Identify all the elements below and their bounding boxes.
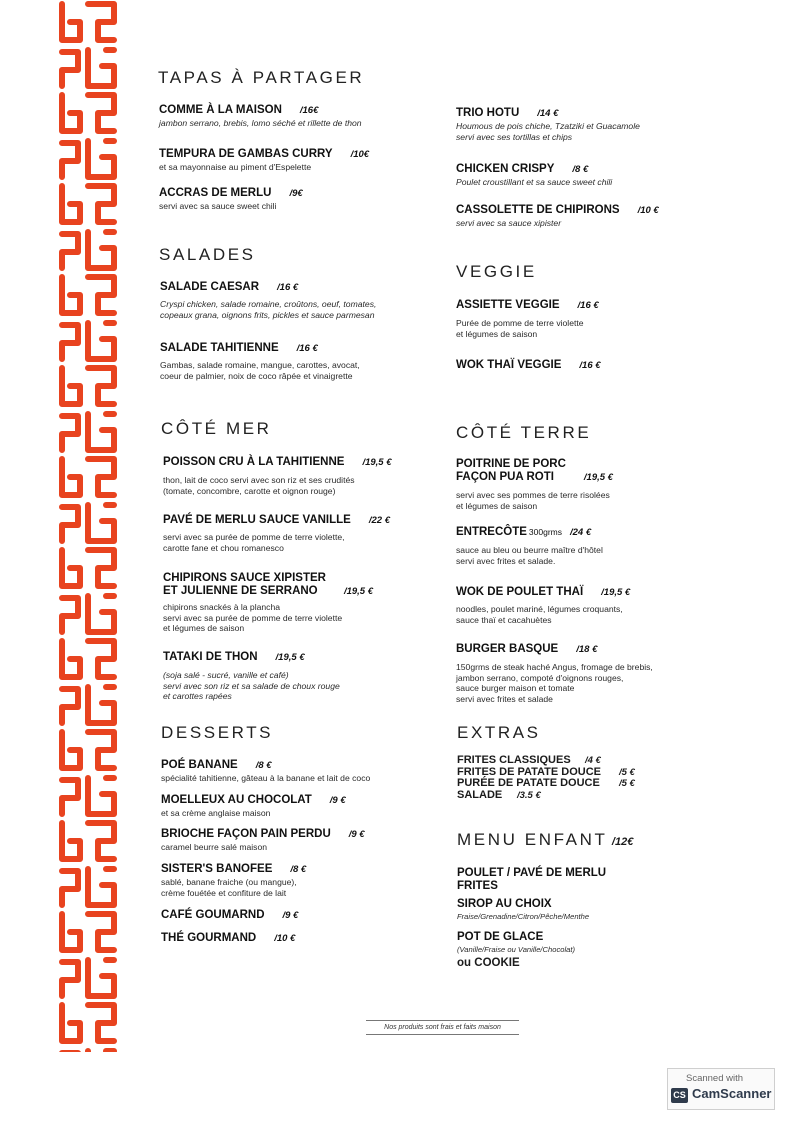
item-description: Poulet croustillant et sa sauce sweet chili	[456, 177, 613, 187]
border-stroke	[88, 368, 114, 404]
item-price: /8 €	[290, 864, 307, 875]
menu-item	[160, 281, 376, 320]
item-name: FRITES DE PATATE DOUCE	[457, 765, 602, 778]
menu-item	[457, 867, 606, 893]
item-price: /8 €	[572, 164, 589, 175]
camscanner-logo-icon: CS	[671, 1088, 688, 1103]
item-description: noodles, poulet mariné, légumes croquants, sauce thaï et cacahuètes	[456, 604, 623, 625]
menu-item	[456, 643, 653, 704]
item-name: POULET / PAVÉ DE MERLU FRITES	[457, 867, 607, 892]
item-price: /4 €	[585, 755, 601, 766]
item-description: servi avec sa sauce xipister	[456, 218, 562, 228]
section-title-cote-mer: CÔTÉ MER	[161, 419, 272, 438]
menu-enfant-header	[457, 830, 633, 850]
item-name: SALADE	[457, 788, 503, 801]
border-stroke	[88, 95, 114, 131]
border-motif	[62, 823, 114, 905]
border-stroke	[62, 325, 78, 359]
menu-item	[161, 794, 346, 819]
item-description: (Vanille/Fraise ou Vanille/Chocolat)	[457, 945, 576, 954]
border-stroke	[88, 141, 114, 177]
section-title-cote-terre: CÔTÉ TERRE	[456, 423, 592, 442]
menu-item	[163, 514, 390, 553]
menu-item	[159, 104, 362, 129]
item-name: CHICKEN CRISPY	[456, 163, 555, 175]
menu-item	[457, 898, 589, 922]
border-stroke	[62, 914, 80, 950]
item-description: caramel beurre salé maison	[161, 842, 268, 852]
border-motif	[62, 4, 114, 86]
item-name: TRIO HOTU	[456, 107, 520, 119]
border-stroke	[88, 414, 114, 450]
item-price: /14 €	[537, 108, 559, 119]
menu-item	[456, 586, 630, 625]
border-stroke	[88, 914, 114, 950]
menu-item	[159, 148, 369, 173]
item-description: Gambas, salade romaine, mangue, carottes, avocat, coeur de palmier, noix de coco râpée et vinaigrette	[160, 360, 360, 381]
item-price: /9 €	[348, 829, 365, 840]
item-price: /16€	[299, 105, 319, 116]
item-name: POÉ BANANE	[161, 759, 238, 771]
border-stroke	[88, 186, 114, 222]
menu-item	[160, 342, 360, 381]
item-name: SISTER'S BANOFEE	[161, 863, 273, 875]
menu-item	[161, 759, 370, 784]
item-name: POT DE GLACE	[457, 931, 544, 943]
border-motif	[62, 914, 114, 996]
item-name: COMME À LA MAISON	[159, 104, 282, 116]
item-price: /5 €	[619, 766, 635, 778]
menu-item	[163, 572, 373, 634]
extras-item	[457, 790, 601, 802]
border-motif	[62, 186, 114, 268]
item-name: MOELLEUX AU CHOCOLAT	[161, 794, 312, 806]
border-stroke	[88, 596, 114, 632]
border-stroke	[62, 598, 78, 632]
border-stroke	[88, 778, 114, 814]
border-stroke	[88, 641, 114, 677]
menu-item	[457, 931, 575, 969]
item-price: /19,5 €	[275, 652, 305, 663]
item-name: SIROP AU CHOIX	[457, 898, 552, 910]
border-stroke	[62, 823, 80, 859]
menu-item	[161, 828, 365, 853]
item-description: Cryspi chicken, salade romaine, croûtons, oeuf, tomates, copeaux grana, oignons frits, pickles et sauce parmesan	[160, 299, 377, 320]
menu-item	[161, 932, 295, 945]
item-price: /3.5 €	[517, 789, 541, 801]
border-stroke	[62, 52, 78, 86]
item-name: SALADE CAESAR	[160, 281, 260, 293]
extras-list	[457, 754, 635, 801]
border-stroke	[88, 550, 114, 586]
menu-item	[159, 187, 303, 212]
border-stroke	[88, 505, 114, 541]
item-price: /10 €	[274, 933, 296, 944]
border-stroke	[62, 416, 78, 450]
item-description: Purée de pomme de terre violette et légumes de saison	[456, 318, 584, 339]
border-stroke	[88, 687, 114, 723]
border-stroke	[88, 1005, 114, 1041]
item-price: /18 €	[576, 644, 598, 655]
border-stroke	[88, 869, 114, 905]
section-title-tapas: TAPAS À PARTAGER	[158, 68, 365, 87]
item-description: sauce au bleu ou beurre maître d'hôtel servi avec frites et salade.	[456, 545, 603, 566]
menu-item	[456, 107, 640, 142]
item-name: PAVÉ DE MERLU SAUCE VANILLE	[163, 514, 351, 526]
item-price: /24 €	[570, 527, 592, 538]
cookie-label: COOKIE	[474, 956, 520, 969]
item-name: CASSOLETTE DE CHIPIRONS	[456, 204, 620, 216]
item-price: /16 €	[577, 300, 599, 311]
border-stroke	[62, 143, 78, 177]
item-price: /10 €	[637, 205, 659, 216]
scanned-with-label: Scanned with	[686, 1073, 744, 1084]
item-price: /16 €	[296, 343, 318, 354]
border-stroke	[62, 186, 80, 222]
item-name: ASSIETTE VEGGIE	[456, 299, 560, 311]
item-name: SALADE TAHITIENNE	[160, 342, 279, 354]
border-stroke	[62, 732, 80, 768]
border-stroke	[62, 507, 78, 541]
section-title-desserts: DESSERTS	[161, 723, 274, 742]
border-motif	[62, 732, 114, 814]
footer-note: Nos produits sont frais et faits maison	[366, 1020, 519, 1035]
item-price: /22 €	[368, 515, 390, 526]
item-description: et sa mayonnaise au piment d'Espelette	[159, 162, 312, 172]
menu-enfant-price: /12€	[611, 836, 634, 848]
item-name: CHIPIRONS SAUCE XIPISTER ET JULIENNE DE SERRANO	[163, 572, 326, 597]
border-motif	[62, 550, 114, 632]
item-description: servi avec sa sauce sweet chili	[159, 201, 277, 211]
menu-item	[456, 526, 603, 566]
border-stroke	[88, 323, 114, 359]
item-name: PURÉE DE PATATE DOUCE	[457, 777, 600, 789]
item-price: /9 €	[282, 910, 299, 921]
section-title-salades: SALADES	[159, 245, 256, 264]
menu-item	[161, 909, 298, 922]
item-description: chipirons snackés à la plancha servi avec sa purée de pomme de terre violette et légumes de saison	[163, 602, 343, 633]
item-name: CAFÉ GOUMARND	[161, 909, 265, 921]
item-name: WOK DE POULET THAÏ	[456, 586, 584, 598]
border-stroke	[62, 234, 78, 268]
border-stroke	[88, 459, 114, 495]
section-title-menu-enfant: MENU ENFANT	[457, 830, 608, 849]
item-price: /19,5 €	[343, 586, 374, 597]
border-stroke	[62, 95, 80, 131]
item-name: WOK THAÏ VEGGIE	[456, 359, 562, 371]
border-stroke	[62, 4, 80, 40]
menu-item	[161, 863, 306, 898]
section-title-extras: EXTRAS	[457, 723, 541, 742]
border-stroke	[62, 459, 80, 495]
border-stroke	[88, 823, 114, 859]
item-price: /9€	[289, 188, 303, 199]
border-stroke	[62, 368, 80, 404]
border-stroke	[62, 871, 78, 905]
border-motif	[62, 95, 114, 177]
section-title-veggie: VEGGIE	[456, 262, 537, 281]
border-motif	[62, 641, 114, 723]
border-stroke	[62, 962, 78, 996]
border-stroke	[88, 732, 114, 768]
border-stroke	[88, 232, 114, 268]
item-price: /9 €	[329, 795, 346, 806]
item-name: THÉ GOURMAND	[161, 932, 257, 944]
item-description: servi avec sa purée de pomme de terre violette, carotte fane et chou romanesco	[163, 532, 345, 553]
decorative-border-pattern	[58, 0, 118, 1052]
item-description: spécialité tahitienne, gâteau à la banane et lait de coco	[161, 773, 371, 783]
border-stroke	[88, 4, 114, 40]
item-price: /16 €	[579, 360, 601, 371]
border-stroke	[88, 277, 114, 313]
border-motif	[62, 368, 114, 450]
menu-item	[456, 458, 613, 511]
menu-item	[163, 456, 392, 496]
item-name: TEMPURA DE GAMBAS CURRY	[159, 148, 333, 160]
item-description: Fraise/Grenadine/Citron/Pêche/Menthe	[457, 912, 590, 921]
menu-item	[456, 163, 612, 188]
item-description: (soja salé - sucré, vanille et café) servi avec son riz et sa salade de choux rouge et carottes rapées	[163, 670, 340, 701]
item-description: et sa crème anglaise maison	[161, 808, 271, 818]
item-name: FRITES CLASSIQUES	[457, 754, 571, 766]
menu-item	[456, 299, 599, 339]
item-description: thon, lait de coco servi avec son riz et ses crudités (tomate, concombre, carotte et oignon rouge)	[163, 475, 355, 496]
border-motif	[62, 459, 114, 541]
border-stroke	[88, 50, 114, 86]
or-label: ou	[457, 956, 472, 969]
item-description: 150grms de steak haché Angus, fromage de brebis, jambon serrano, compoté d'oignons rouges, sauce burger maison et tomate servi avec frites et salade	[456, 662, 653, 704]
item-price: /19,5 €	[583, 472, 613, 483]
border-stroke	[62, 689, 78, 723]
item-name: BRIOCHE FAÇON PAIN PERDU	[161, 828, 331, 840]
border-stroke	[62, 277, 80, 313]
item-name: ENTRECÔTE	[456, 526, 527, 538]
item-price: /8 €	[255, 760, 272, 771]
item-name: TATAKI DE THON	[163, 651, 258, 663]
item-price: /10€	[350, 149, 370, 160]
border-motif	[62, 1005, 114, 1052]
border-stroke	[62, 550, 80, 586]
border-stroke	[62, 1005, 80, 1041]
border-motif	[62, 277, 114, 359]
item-price: /5 €	[619, 778, 635, 789]
item-description: Houmous de pois chiche, Tzatziki et Guacamole servi avec ses tortillas et chips	[456, 121, 640, 142]
menu-item	[456, 204, 659, 229]
camscanner-label: CamScanner	[692, 1086, 772, 1101]
item-description: jambon serrano, brebis, lomo séché et rillette de thon	[159, 118, 362, 128]
item-price: /16 €	[277, 282, 299, 293]
camscanner-watermark	[667, 1068, 775, 1110]
item-name: ACCRAS DE MERLU	[159, 187, 272, 199]
border-stroke	[62, 780, 78, 814]
item-description: sablé, banane fraiche (ou mangue), crème fouétée et confiture de lait	[161, 877, 297, 898]
item-weight: 300grms	[528, 527, 562, 537]
border-stroke	[88, 960, 114, 996]
border-stroke	[62, 641, 80, 677]
item-price: /19,5 €	[601, 587, 631, 598]
item-name: BURGER BASQUE	[456, 643, 559, 655]
item-description: servi avec ses pommes de terre risolées et légumes de saison	[456, 490, 610, 511]
item-name: POITRINE DE PORC FAÇON PUA ROTI	[456, 458, 566, 483]
item-name: POISSON CRU À LA TAHITIENNE	[163, 456, 345, 468]
menu-page	[118, 0, 698, 1052]
item-price: /19,5 €	[362, 457, 392, 468]
menu-item	[456, 359, 601, 372]
menu-item	[163, 651, 340, 702]
